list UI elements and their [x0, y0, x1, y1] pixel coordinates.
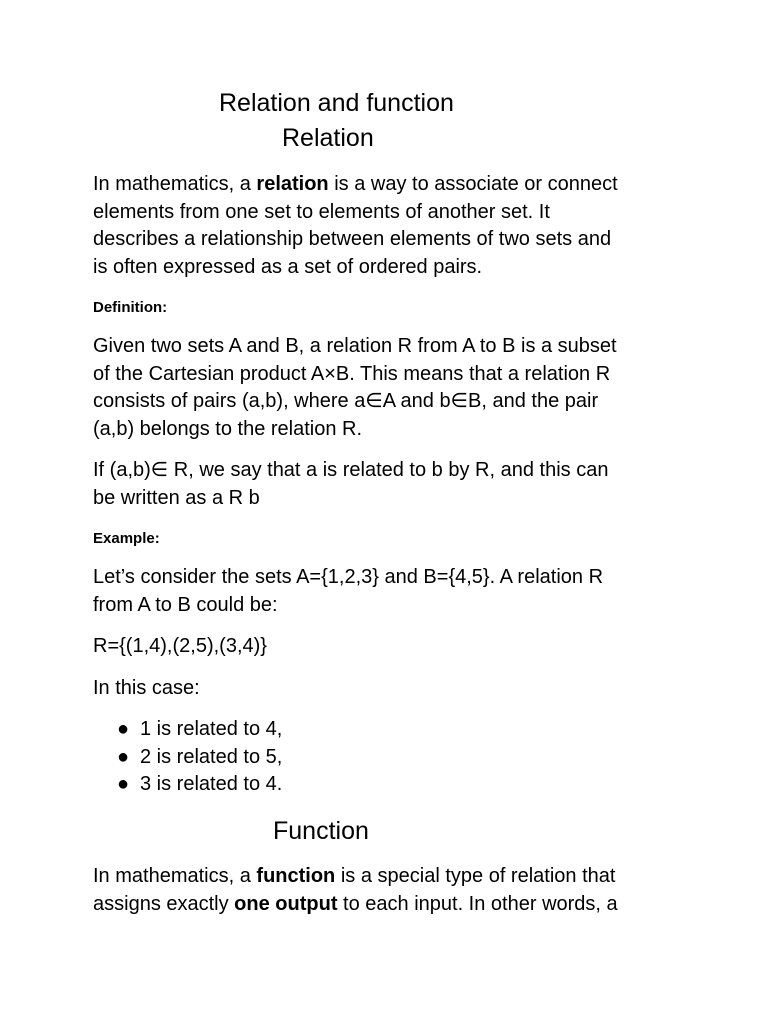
notation-line-1: If (a,b)∈ R, we say that a is related to b by R, and this can [93, 459, 609, 481]
list-item [117, 744, 282, 772]
definition-label: Definition: [93, 299, 168, 316]
notation-paragraph [93, 457, 608, 512]
example-label: Example: [93, 530, 160, 547]
list-item [117, 771, 282, 799]
definition-line-2: of the Cartesian product A×B. This means that a relation R [93, 362, 611, 385]
list-item [117, 716, 282, 744]
list-item-text: 1 is related to 4, [140, 718, 283, 740]
bullet-icon: ● [117, 773, 130, 795]
function-intro-line-1: In mathematics, a function is a special type of relation that [93, 865, 616, 887]
function-heading: Function [273, 817, 369, 845]
relation-intro [93, 171, 618, 281]
definition-paragraph [93, 333, 617, 443]
example-set: R={(1,4),(2,5),(3,4)} [93, 635, 267, 657]
case-intro: In this case: [93, 677, 200, 699]
example-line-1: Let’s consider the sets A={1,2,3} and B={4,5}. A relation R [93, 566, 604, 588]
relation-intro-line-3: describes a relationship between elements of two sets and [93, 228, 612, 250]
relation-heading: Relation [282, 124, 374, 152]
relation-intro-line-2: elements from one set to elements of another set. It [93, 200, 550, 223]
definition-line-1: Given two sets A and B, a relation R from A to B is a subset [93, 335, 617, 357]
relation-cases-list [117, 716, 282, 799]
function-intro [93, 863, 618, 918]
definition-line-4: (a,b) belongs to the relation R. [93, 417, 363, 440]
bullet-icon: ● [117, 745, 130, 768]
relation-intro-line-4: is often expressed as a set of ordered pairs. [93, 255, 483, 278]
definition-line-3: consists of pairs (a,b), where a∈A and b∈B, and the pair [93, 390, 599, 412]
list-item-text: 2 is related to 5, [140, 745, 283, 768]
relation-intro-line-1: In mathematics, a relation is a way to associate or connect [93, 173, 618, 195]
list-item-text: 3 is related to 4. [140, 773, 283, 795]
document-title: Relation and function [219, 89, 454, 117]
relation-keyword: relation [256, 173, 329, 195]
function-intro-line-2: assigns exactly one output to each input. In other words, a [93, 892, 618, 915]
example-line-2: from A to B could be: [93, 593, 278, 616]
notation-line-2: be written as a R b [93, 486, 260, 509]
bullet-icon: ● [117, 718, 130, 740]
function-keyword: function [256, 865, 336, 887]
example-paragraph [93, 564, 603, 619]
one-output-keyword: one output [234, 892, 338, 915]
